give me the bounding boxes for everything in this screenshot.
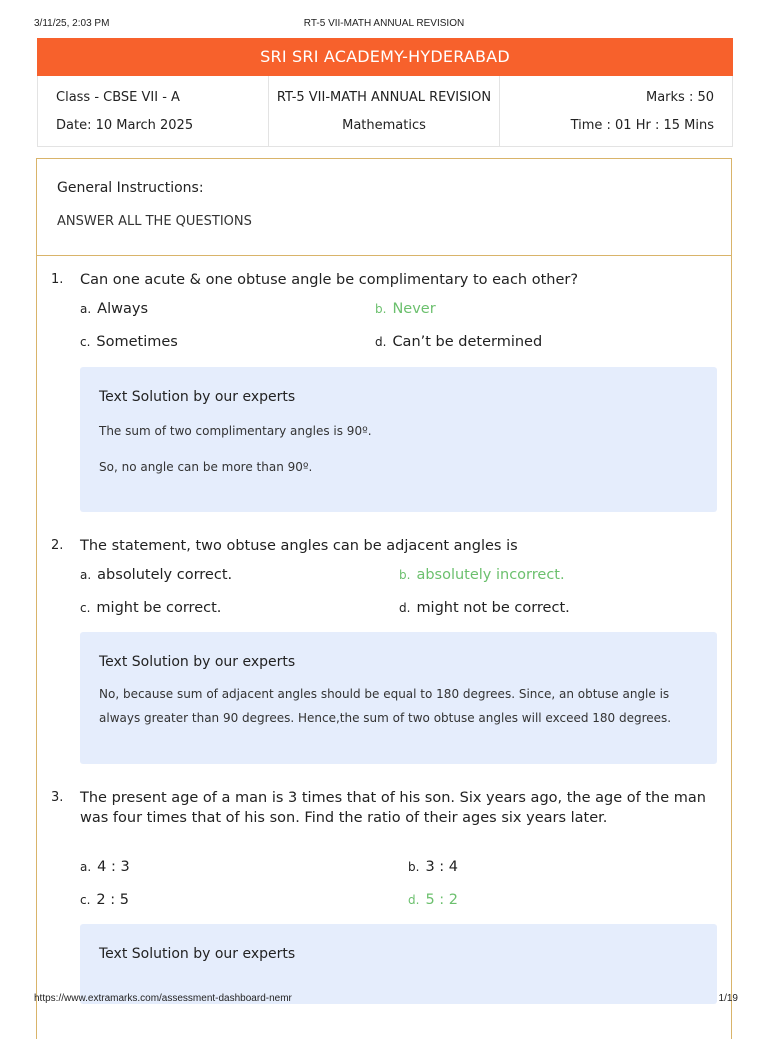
- solution-line: No, because sum of adjacent angles should be equal to 180 degrees. Since, an obtuse angle is: [99, 687, 670, 701]
- option-text: 4 : 3: [97, 859, 130, 875]
- option-letter: c.: [80, 335, 91, 349]
- option-text: Can’t be determined: [392, 334, 543, 350]
- instructions-text: ANSWER ALL THE QUESTIONS: [57, 214, 252, 229]
- print-title: RT-5 VII-MATH ANNUAL REVISION: [303, 18, 465, 29]
- print-header: [0, 18, 768, 32]
- question-2: [37, 536, 731, 786]
- info-middle-column: [269, 76, 500, 146]
- option-letter: b.: [375, 302, 387, 316]
- option-b[interactable]: [399, 567, 565, 583]
- option-d[interactable]: [375, 334, 542, 350]
- option-text: 3 : 4: [425, 859, 458, 875]
- option-letter: c.: [80, 893, 91, 907]
- option-letter: a.: [80, 568, 92, 582]
- date-label: Date: 10 March 2025: [56, 118, 194, 133]
- question-1: [37, 270, 731, 515]
- print-date: 3/11/25, 2:03 PM: [34, 18, 110, 29]
- option-a[interactable]: [80, 301, 148, 317]
- option-letter: a.: [80, 302, 92, 316]
- solution-box: [80, 632, 717, 764]
- question-number: 1.: [51, 272, 64, 287]
- option-text: Always: [97, 301, 148, 317]
- question-paper: [36, 158, 732, 1039]
- page-number: 1/19: [718, 993, 738, 1004]
- option-letter: b.: [399, 568, 411, 582]
- subject-label: Mathematics: [342, 118, 426, 133]
- question-number: 3.: [51, 790, 64, 805]
- option-letter: d.: [399, 601, 411, 615]
- option-text: 5 : 2: [425, 892, 458, 908]
- option-d[interactable]: [408, 892, 458, 908]
- option-a[interactable]: [80, 567, 232, 583]
- option-letter: c.: [80, 601, 91, 615]
- option-letter: a.: [80, 860, 92, 874]
- option-text: absolutely incorrect.: [416, 567, 565, 583]
- solution-line: always greater than 90 degrees. Hence,the sum of two obtuse angles will exceed 180 degrees.: [99, 711, 672, 725]
- solution-line: So, no angle can be more than 90º.: [99, 460, 313, 474]
- question-text: The statement, two obtuse angles can be adjacent angles is: [80, 538, 518, 554]
- option-letter: d.: [375, 335, 387, 349]
- option-c[interactable]: [80, 892, 129, 908]
- marks-label: Marks : 50: [645, 90, 714, 105]
- question-number: 2.: [51, 538, 64, 553]
- solution-line: The sum of two complimentary angles is 90º.: [99, 424, 372, 438]
- solution-box: [80, 924, 717, 1004]
- option-letter: d.: [408, 893, 420, 907]
- info-left-column: [38, 76, 269, 146]
- info-right-column: [500, 76, 732, 146]
- solution-title: Text Solution by our experts: [99, 654, 296, 670]
- question-text: Can one acute & one obtuse angle be complimentary to each other?: [80, 272, 579, 288]
- school-banner: SRI SRI ACADEMY-HYDERABAD: [37, 38, 733, 76]
- option-b[interactable]: [375, 301, 436, 317]
- option-b[interactable]: [408, 859, 458, 875]
- option-letter: b.: [408, 860, 420, 874]
- question-text: The present age of a man is 3 times that of his son. Six years ago, the age of the man was four times that of his son. Find the ratio of their ages six years later.: [80, 790, 706, 826]
- solution-box: [80, 367, 717, 512]
- test-info-table: [37, 76, 733, 147]
- option-c[interactable]: [80, 600, 221, 616]
- print-url: https://www.extramarks.com/assessment-dashboard-nemr: [34, 993, 292, 1004]
- option-a[interactable]: [80, 859, 130, 875]
- test-name: RT-5 VII-MATH ANNUAL REVISION: [276, 90, 492, 105]
- option-text: Sometimes: [96, 334, 178, 350]
- option-c[interactable]: [80, 334, 178, 350]
- print-footer: [0, 993, 768, 1007]
- time-label: Time : 01 Hr : 15 Mins: [570, 118, 714, 133]
- option-text: 2 : 5: [96, 892, 129, 908]
- option-text: absolutely correct.: [97, 567, 233, 583]
- option-text: Never: [392, 301, 436, 317]
- solution-title: Text Solution by our experts: [99, 389, 296, 405]
- solution-title: Text Solution by our experts: [99, 946, 296, 962]
- option-text: might not be correct.: [416, 600, 570, 616]
- question-3: [37, 788, 731, 1018]
- option-d[interactable]: [399, 600, 570, 616]
- class-label: Class - CBSE VII - A: [56, 90, 180, 105]
- instructions-heading: General Instructions:: [57, 180, 204, 196]
- option-text: might be correct.: [96, 600, 222, 616]
- general-instructions: [37, 159, 731, 256]
